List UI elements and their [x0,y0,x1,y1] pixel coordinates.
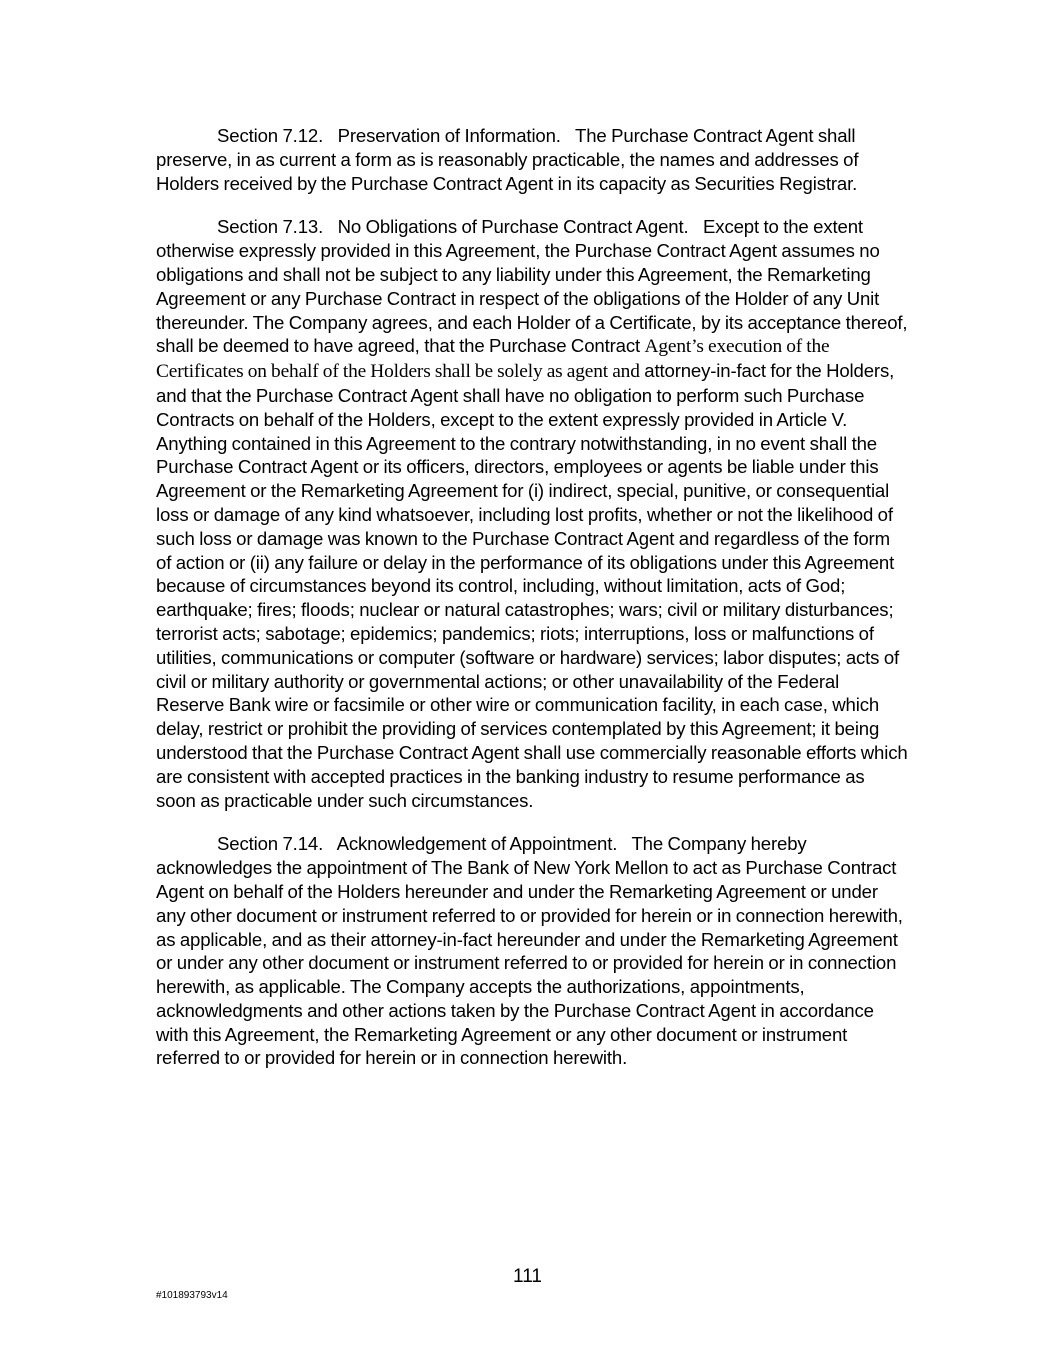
section-7-12-title: Preservation of Information. [337,125,561,146]
section-7-14-number: Section 7.14. [217,833,324,855]
section-7-12-number: Section 7.12. [217,125,324,146]
section-7-13-paragraph [156,215,908,812]
section-7-12-paragraph [156,124,908,195]
section-7-13-body-part-1: Except to the extent otherwise expressly provided in this Agreement, the Purchase Contract Agent assumes no obligations and shall not be subject to any liability under this Agreement, the Remarketing Agreement or any Purchase Contract in respect of the obligations of the Holder of any Unit thereunder. The Company agrees, and each Holder of a Certificate, by its acceptance thereof, shall be deemed to have agreed, that the Purchase Contract [156,216,908,357]
document-id: #101893793v14 [156,1290,228,1301]
section-7-13-title: No Obligations of Purchase Contract Agent. [337,216,689,238]
section-7-14-paragraph [156,832,908,1070]
section-7-14-title: Acknowledgement of Appointment. [336,833,618,855]
document-body [156,124,908,1090]
section-7-13-number: Section 7.13. [217,216,324,238]
section-7-13-body-part-3: attorney-in-fact for the Holders, and that the Purchase Contract Agent shall have no obligation to perform such Purchase Contracts on behalf of the Holders, except to the extent expressly provided in Article V. Anything contained in this Agreement to the contrary notwithstanding, in no event shall the Purchase Contract Agent or its officers, directors, employees or agents be liable under this Agreement or the Remarketing Agreement for (i) indirect, special, punitive, or consequential loss or damage of any kind whatsoever, including lost profits, whether or not the likelihood of such loss or damage was known to the Purchase Contract Agent and regardless of the form of action or (ii) any failure or delay in the performance of its obligations under this Agreement because of circumstances beyond its control, including, without limitation, acts of God; earthquake; fires; floods; nuclear or natural catastrophes; wars; civil or military disturbances; terrorist acts; sabotage; epidemics; pandemics; riots; interruptions, loss or malfunctions of utilities, communications or computer (software or hardware) services; labor disputes; acts of civil or military authority or governmental actions; or other unavailability of the Federal Reserve Bank wire or facsimile or other wire or communication facility, in each case, which delay, restrict or prohibit the providing of services contemplated by this Agreement; it being understood that the Purchase Contract Agent shall use commercially reasonable efforts which are consistent with accepted practices in the banking industry to resume performance as soon as practicable under such circumstances. [156,360,908,811]
section-7-13-body-part-2: Agent’s execution of the Certificates on behalf of the Holders shall be solely as agent and [156,336,830,383]
section-7-12-body: The Purchase Contract Agent shall preserve, in as current a form as is reasonably practicable, the names and addresses of Holders received by the Purchase Contract Agent in its capacity as Securities Registrar. [156,125,859,194]
page-number: 111 [513,1266,542,1287]
section-7-14-body: The Company hereby acknowledges the appointment of The Bank of New York Mellon to act as Purchase Contract Agent on behalf of the Holders hereunder and under the Remarketing Agreement or under any other document or instrument referred to or provided for herein or in connection herewith, as applicable, and as their attorney-in-fact hereunder and under the Remarketing Agreement or under any other document or instrument referred to or provided for herein or in connection herewith, as applicable. The Company accepts the authorizations, appointments, acknowledgments and other actions taken by the Purchase Contract Agent in accordance with this Agreement, the Remarketing Agreement or any other document or instrument referred to or provided for herein or in connection herewith. [156,833,903,1069]
